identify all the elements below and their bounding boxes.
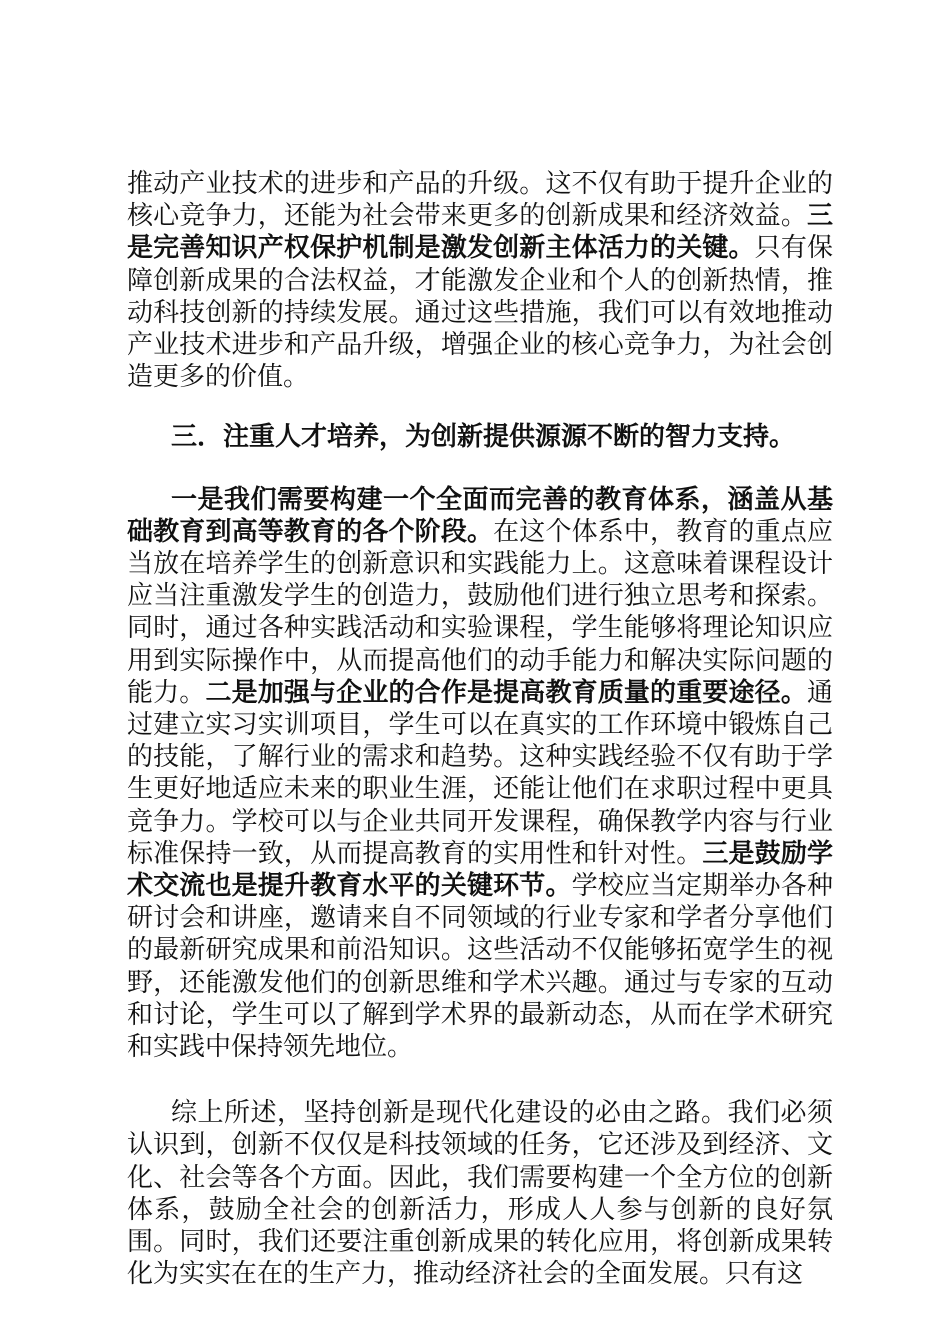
paragraph-talent-cultivation xyxy=(127,484,833,1064)
section-heading: 三．注重人才培养，为创新提供源源不断的智力支持。 xyxy=(171,422,796,453)
paragraph-conclusion xyxy=(127,1097,833,1290)
paragraph-text: 只有保障创新成果的合法权益，才能激发企业和个人的创新热情，推动科技创新的持续发展。通过这些措施，我们可以有效地推动产业技术进步和产品升级，增强企业的核心竞争力，为社会创造更多的价值。 xyxy=(127,233,833,393)
document-page xyxy=(127,168,833,1291)
paragraph-ip-protection xyxy=(127,168,833,393)
paragraph-text: 综上所述，坚持创新是现代化建设的必由之路。我们必须认识到，创新不仅仅是科技领域的任务，它还涉及到经济、文化、社会等各个方面。因此，我们需要构建一个全方位的创新体系，鼓励全社会的创新活力，形成人人参与创新的良好氛围。同时，我们还要注重创新成果的转化应用，将创新成果转化为实实在在的生产力，推动经济社会的全面发展。只有这 xyxy=(127,1098,833,1290)
bold-key-point: 一是我们需要构建一个全面而完善的教育体系，涵盖从基础教育到高等教育的各个阶段。 xyxy=(127,484,833,547)
paragraph-text: 推动产业技术的进步和产品的升级。这不仅有助于提升企业的核心竞争力，还能为社会带来更多的创新成果和经济效益。 xyxy=(127,169,833,232)
bold-key-point: 二是加强与企业的合作是提高教育质量的重要途径。 xyxy=(205,677,807,708)
paragraph-text: 学校应当定期举办各种研讨会和讲座，邀请来自不同领域的行业专家和学者分享他们的最新研究成果和前沿知识。这些活动不仅能够拓宽学生的视野，还能激发他们的创新思维和学术兴趣。通过与专家的互动和讨论，学生可以了解到学术界的最新动态，从而在学术研究和实践中保持领先地位。 xyxy=(127,871,833,1063)
bold-key-point: 三是鼓励学术交流也是提升教育水平的关键环节。 xyxy=(127,838,833,902)
bold-key-point: 三是完善知识产权保护机制是激发创新主体活力的关键。 xyxy=(127,201,833,264)
paragraph-text: 通过建立实习实训项目，学生可以在真实的工作环境中锻炼自己的技能，了解行业的需求和趋势。这种实践经验不仅有助于学生更好地适应未来的职业生涯，还能让他们在求职过程中更具竞争力。学校可以与企业共同开发课程，确保教学内容与行业标准保持一致，从而提高教育的实用性和针对性。 xyxy=(127,677,833,869)
paragraph-text: 在这个体系中，教育的重点应当放在培养学生的创新意识和实践能力上。这意味着课程设计应当注重激发学生的创造力，鼓励他们进行独立思考和探索。同时，通过各种实践活动和实验课程，学生能够将理论知识应用到实际操作中，从而提高他们的动手能力和解决实际问题的能力。 xyxy=(127,516,833,708)
